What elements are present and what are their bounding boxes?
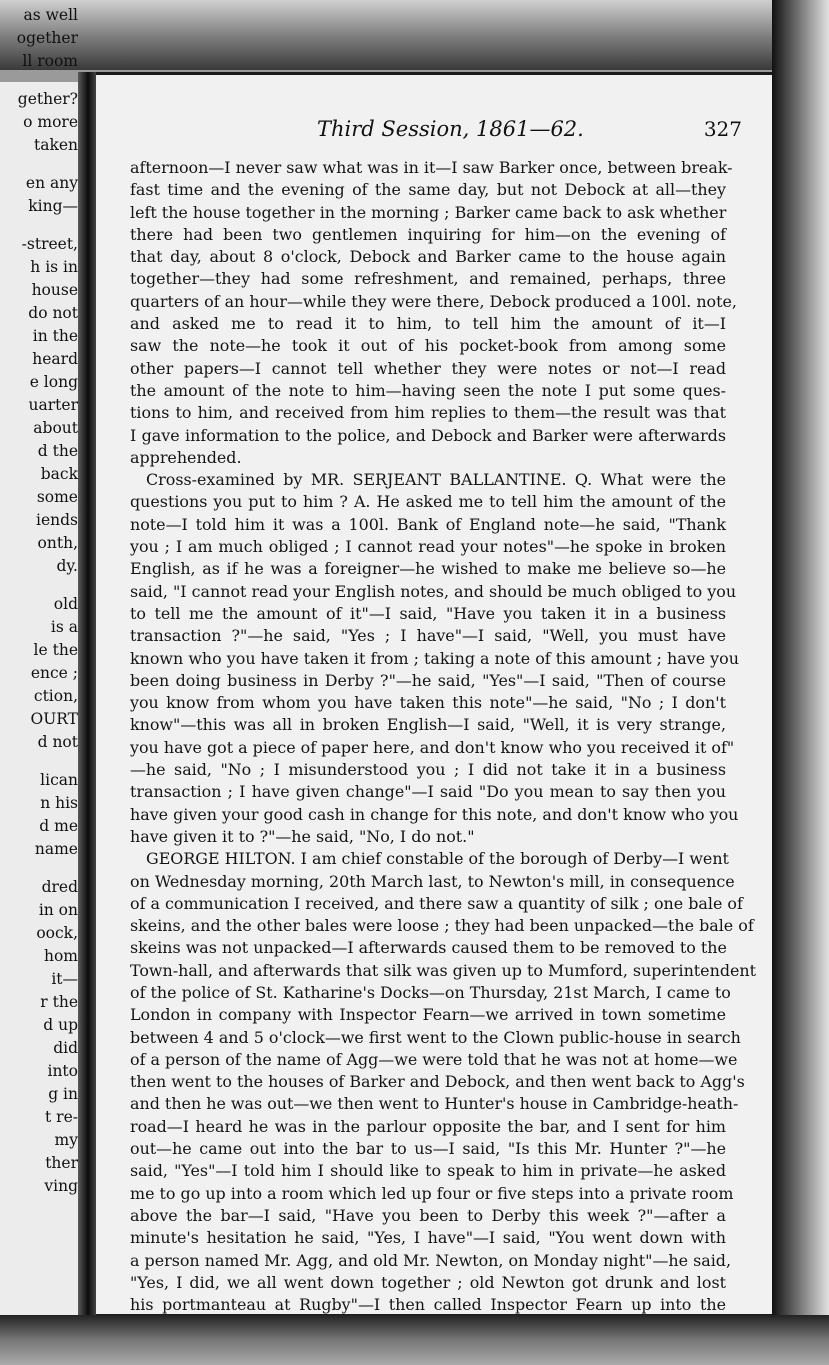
left-page-fragment: ll room <box>22 52 78 70</box>
running-head <box>132 117 742 147</box>
left-page-fragment: as well <box>23 6 78 24</box>
text-line: you have got a piece of paper here, and don't know who you received it of" <box>130 737 735 757</box>
text-line: other papers—I cannot tell whether they were notes or not—I read <box>130 358 726 378</box>
left-page-fragment: uarter <box>28 396 78 414</box>
left-page-fragment: about <box>33 419 78 437</box>
top-shadow <box>0 0 829 70</box>
text-line: transaction ; I have given change"—I said "Do you mean to say then you <box>130 782 726 802</box>
left-page-fragment: g in <box>48 1085 78 1103</box>
left-page-fragment: it— <box>51 970 78 988</box>
right-page <box>96 72 772 1317</box>
left-page-fragment: d not <box>37 733 78 751</box>
text-line: skeins was not unpacked—I afterwards caused them to be removed to the <box>130 938 727 958</box>
left-page-fragment: t re- <box>45 1108 78 1126</box>
left-page-fragment: is a <box>50 618 78 636</box>
left-page-fragment: gether? <box>17 90 78 108</box>
text-line: GEORGE HILTON. I am chief constable of the borough of Derby—I went <box>146 849 729 869</box>
left-page-fragment: n his <box>40 794 78 812</box>
left-page-fragment: dy. <box>56 557 78 575</box>
text-line: known who you have taken it from ; taking a note of this amount ; have you <box>130 648 739 668</box>
left-page-fragment: back <box>40 465 78 483</box>
left-page-fragment: iends <box>36 511 78 529</box>
text-line: road—I heard he was in the parlour opposite the bar, and I sent for him <box>130 1116 726 1136</box>
text-line: skeins, and the other bales were loose ; they had been unpacked—the bale of <box>130 916 754 936</box>
text-line: there had been two gentlemen inquiring for him—on the evening of <box>130 224 726 244</box>
left-page-fragment: d the <box>37 442 78 460</box>
text-line: then went to the houses of Barker and Debock, and then went back to Agg's <box>130 1072 745 1092</box>
text-line: minute's hesitation he said, "Yes, I have"—I said, "You went down with <box>130 1228 726 1248</box>
left-page-fragment: name <box>34 840 78 858</box>
text-line: have given your good cash in change for this note, and don't know who you <box>130 804 739 824</box>
text-line: note—I told him it was a 100l. Bank of England note—he said, "Thank <box>130 514 726 534</box>
text-line: transaction ?"—he said, "Yes ; I have"—I said, "Well, you must have <box>130 626 726 646</box>
text-line: London in company with Inspector Fearn—we arrived in town sometime <box>130 1005 726 1025</box>
text-line: and asked me to read it to him, to tell him the amount of it—I <box>130 314 726 334</box>
text-line: have given it to ?"—he said, "No, I do not." <box>130 826 475 846</box>
text-line: me to go up into a room which led up four or five steps into a private room <box>130 1183 734 1203</box>
text-line: afternoon—I never saw what was in it—I saw Barker once, between break- <box>130 158 733 177</box>
text-line: a person named Mr. Agg, and old Mr. Newton, on Monday night"—he said, <box>130 1250 732 1270</box>
left-page-fragment: ence ; <box>30 664 78 682</box>
left-page-fragment: my <box>54 1131 78 1149</box>
book-edge <box>772 0 829 1365</box>
text-line: saw the note—he took it out of his pocket-book from among some <box>130 336 726 356</box>
left-page-fragment: in on <box>38 901 78 919</box>
left-page-fragment: do not <box>28 304 78 322</box>
left-page-fragment: into <box>47 1062 78 1080</box>
left-page-fragment: did <box>53 1039 78 1057</box>
text-line: I gave information to the police, and Debock and Barker were afterwards <box>130 425 726 445</box>
left-page-fragment: king— <box>28 197 78 215</box>
text-line: fast time and the evening of the same day, but not Debock at all—they <box>130 180 726 200</box>
left-page-fragment: e long <box>29 373 78 391</box>
text-line: his portmanteau at Rugby"—I then called Inspector Fearn up into the <box>130 1295 726 1315</box>
left-page-fragment: ction, <box>33 687 78 705</box>
left-page-fragment: lican <box>40 771 78 789</box>
text-line: English, as if he was a foreigner—he wished to make me believe so—he <box>130 559 726 579</box>
left-page-fragment: d me <box>39 817 78 835</box>
header-title: Third Session, 1861—62. <box>317 117 584 141</box>
text-line: of a communication I received, and there saw a quantity of silk ; one bale of <box>130 893 743 913</box>
left-page-fragment: dred <box>41 878 78 896</box>
body-text <box>130 157 757 1339</box>
text-line: said, "I cannot read your English notes, and should be much obliged to you <box>130 581 737 601</box>
text-line: the amount of the note to him—having seen the note I put some ques- <box>130 380 726 400</box>
text-line: "Yes, I did, we all went down together ; old Newton got drunk and lost <box>130 1272 726 1292</box>
left-page-fragment: o more <box>23 113 78 131</box>
text-line: above the bar—I said, "Have you been to Derby this week ?"—after a <box>130 1205 726 1225</box>
text-line: together—they had some refreshment, and remained, perhaps, three <box>130 269 726 289</box>
text-line: left the house together in the morning ; Barker came back to ask whether <box>130 202 727 222</box>
left-page-fragment: house <box>31 281 78 299</box>
text-line: know"—this was all in broken English—I said, "Well, it is very strange, <box>130 715 726 735</box>
left-page-fragment: onth, <box>37 534 78 552</box>
text-line: of a person of the name of Agg—we were told that he was not at home—we <box>130 1049 738 1069</box>
text-line: Cross-examined by MR. SERJEANT BALLANTINE. Q. What were the <box>146 470 726 490</box>
text-line: of the police of St. Katharine's Docks—on Thursday, 21st March, I came to <box>130 982 731 1002</box>
left-page <box>0 6 80 1318</box>
text-line: quarters of an hour—while they were there, Debock produced a 100l. note, <box>130 291 737 311</box>
left-page-fragment: le the <box>33 641 78 659</box>
text-line: tions to him, and received from him replies to them—the result was that <box>130 403 726 423</box>
left-page-fragment: r the <box>40 993 78 1011</box>
left-page-fragment: ogether <box>16 29 78 47</box>
left-page-fragment: in the <box>32 327 78 345</box>
text-line: to tell me the amount of it"—I said, "Have you taken it in a business <box>130 603 726 623</box>
text-line: that day, about 8 o'clock, Debock and Barker came to the house again <box>130 247 726 267</box>
text-line: you ; I am much obliged ; I cannot read your notes"—he spoke in broken <box>130 537 726 557</box>
text-line: you know from whom you have taken this note"—he said, "No ; I don't <box>130 693 726 713</box>
left-page-fragment: oock, <box>36 924 78 942</box>
text-line: Town-hall, and afterwards that silk was given up to Mumford, superintendent <box>130 960 757 980</box>
text-line: been doing business in Derby ?"—he said, "Yes"—I said, "Then of course <box>130 670 726 690</box>
bottom-shadow <box>0 1315 829 1365</box>
text-line: and then he was out—we then went to Hunter's house in Cambridge-heath- <box>130 1094 739 1114</box>
text-line: between 4 and 5 o'clock—we first went to the Clown public-house in search <box>130 1027 741 1047</box>
book-gutter <box>78 72 96 1322</box>
page-number: 327 <box>703 117 742 141</box>
text-line: questions you put to him ? A. He asked me to tell him the amount of the <box>130 492 726 512</box>
text-line: —he said, "No ; I misunderstood you ; I did not take it in a business <box>130 760 726 780</box>
text-line: said, "Yes"—I told him I should like to speak to him in private—he asked <box>130 1161 726 1181</box>
left-page-fragment: heard <box>32 350 78 368</box>
left-page-fragment: OURT <box>30 710 78 728</box>
left-page-fragment: taken <box>33 136 78 154</box>
text-line: apprehended. <box>130 447 242 467</box>
left-page-fragment: ving <box>44 1177 78 1195</box>
left-page-fragment: old <box>53 595 78 613</box>
text-line: on Wednesday morning, 20th March last, to Newton's mill, in consequence <box>130 871 735 891</box>
left-page-fragment: d up <box>43 1016 78 1034</box>
left-page-fragment: some <box>36 488 78 506</box>
left-page-fragment: -street, <box>21 235 78 253</box>
left-page-fragment: ther <box>45 1154 78 1172</box>
left-page-fragment: en any <box>25 174 78 192</box>
left-page-fragment: hom <box>43 947 78 965</box>
left-page-fragment: h is in <box>30 258 78 276</box>
text-line: out—he came out into the bar to us—I said, "Is this Mr. Hunter ?"—he <box>130 1139 726 1159</box>
